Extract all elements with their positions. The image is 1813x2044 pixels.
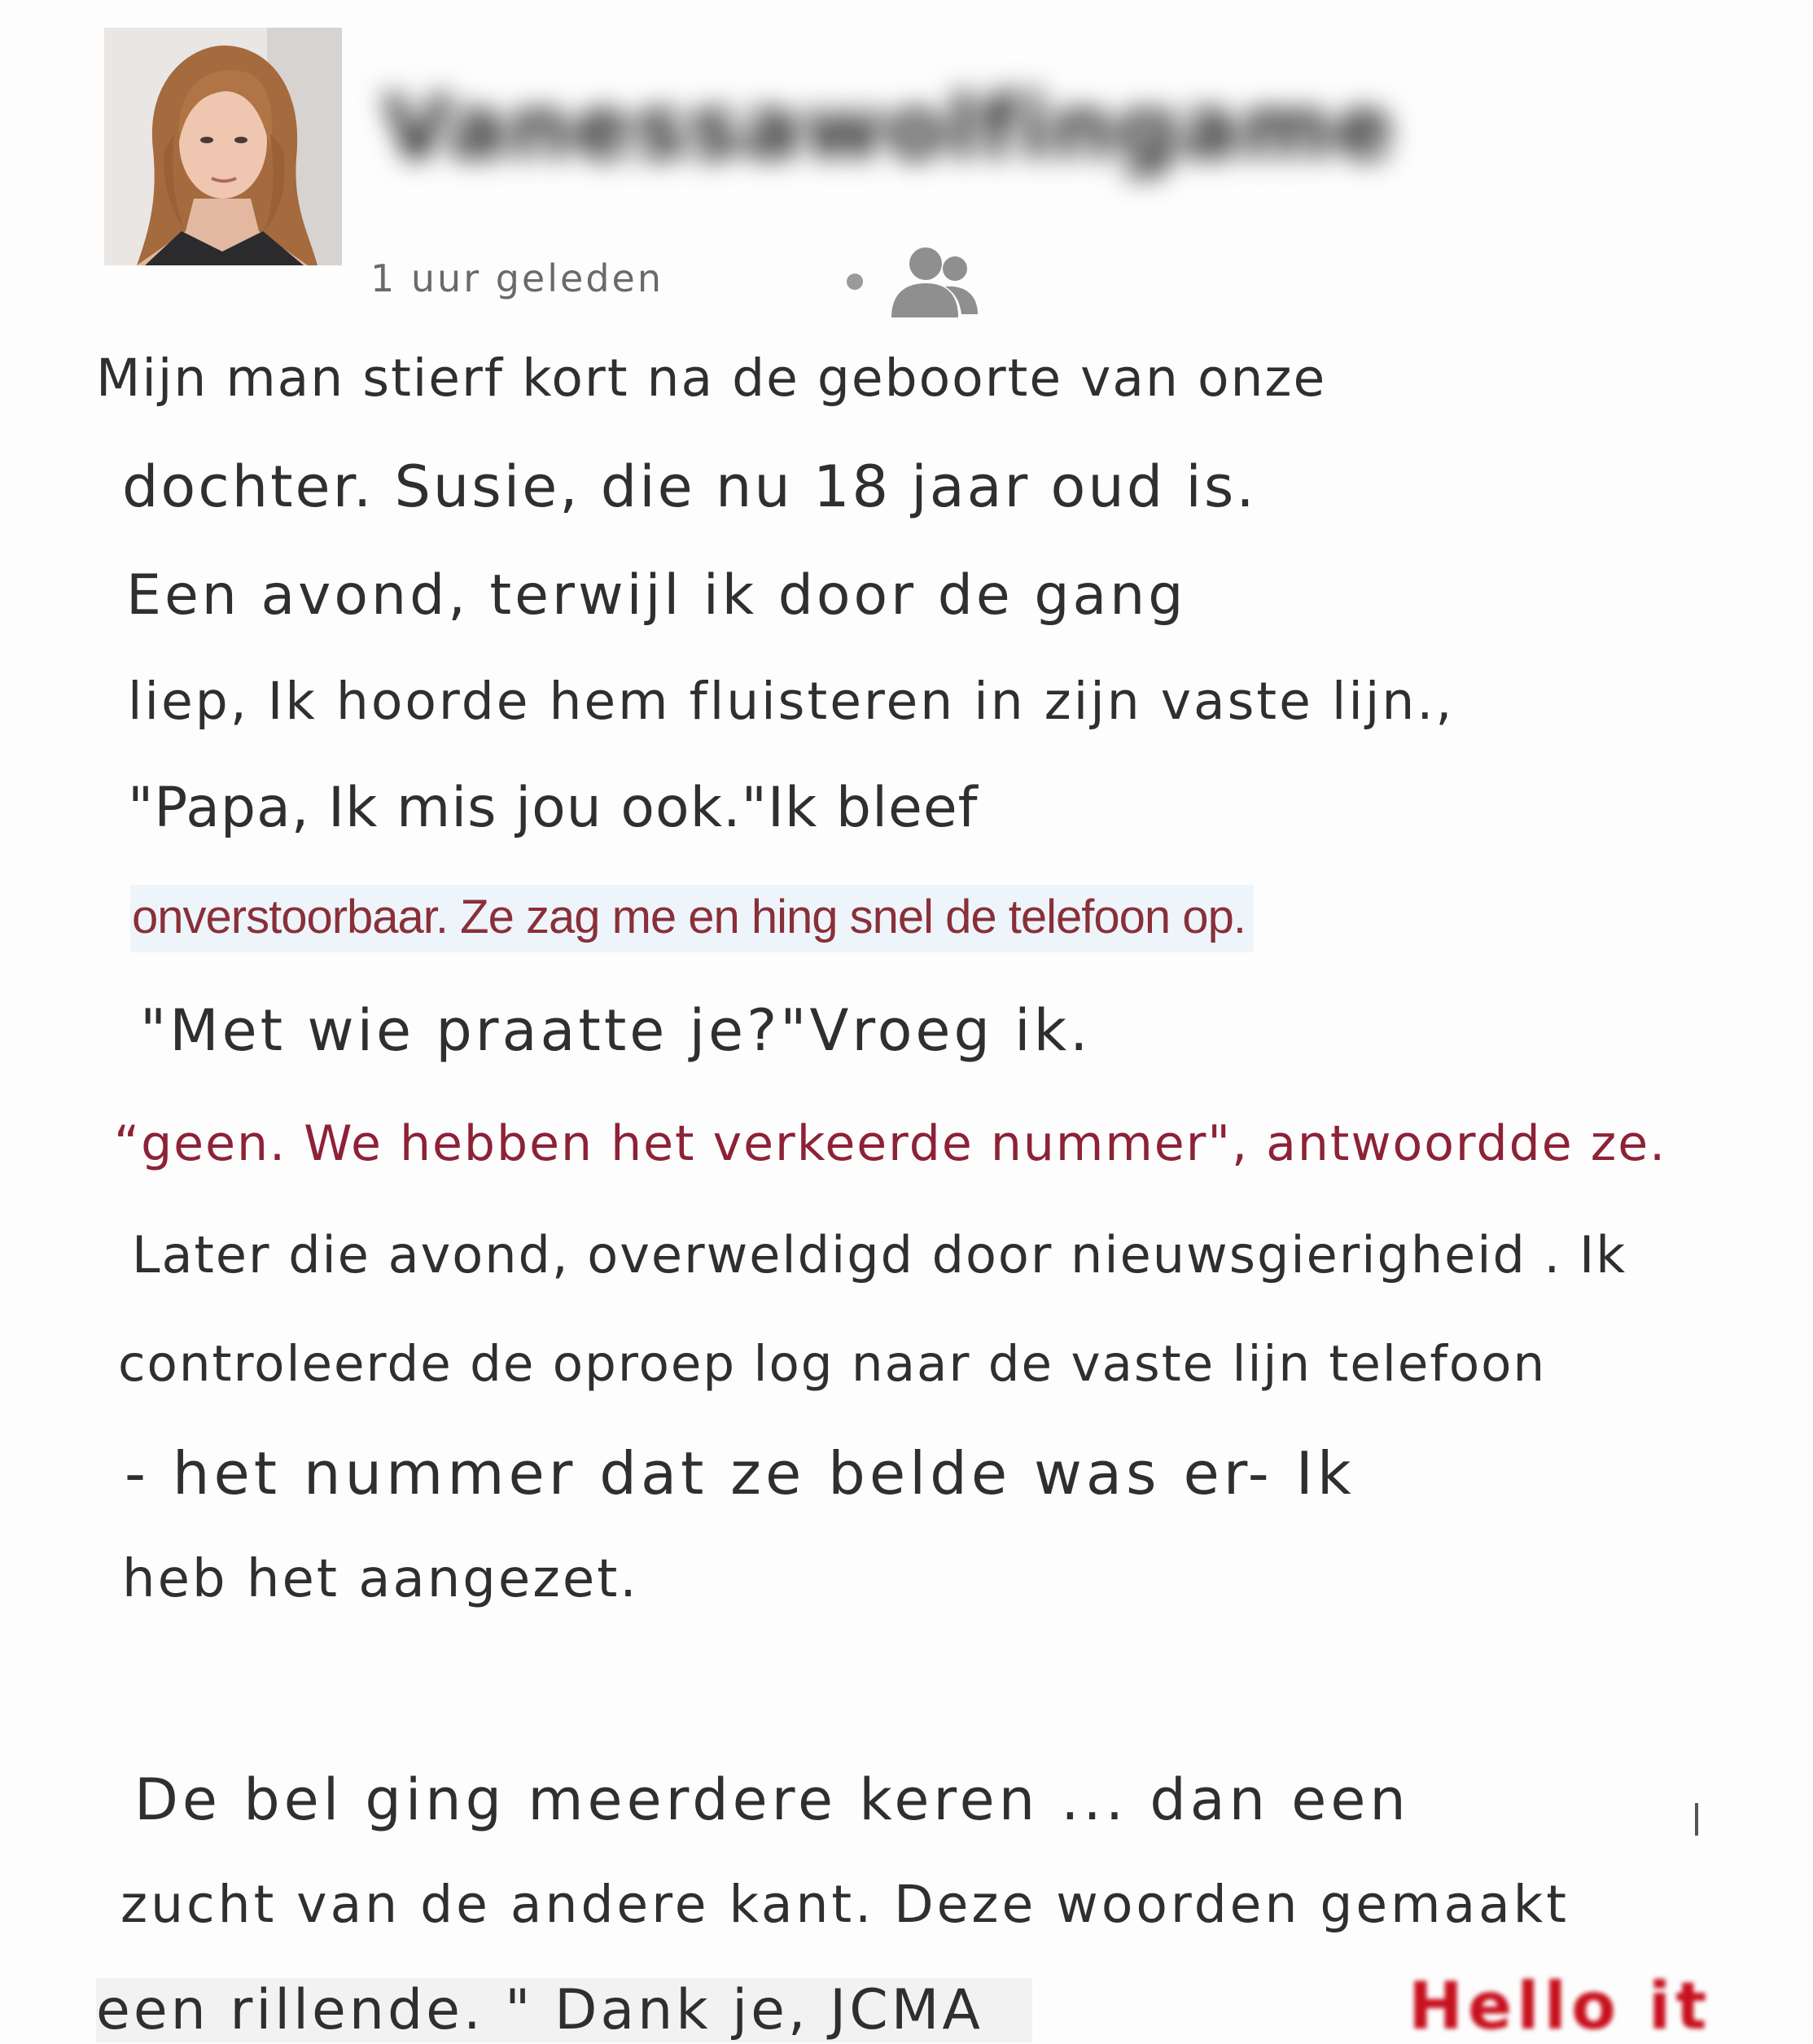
separator-dot: [847, 274, 863, 290]
story-line-12: heb het aangezet.: [122, 1549, 639, 1609]
story-line-13: De bel ging meerdere keren ... dan een: [134, 1766, 1410, 1833]
story-line-2: dochter. Susie, die nu 18 jaar oud is.: [122, 453, 1257, 520]
story-line-6: onverstoorbaar. Ze zag me en hing snel de telefoon op.: [130, 885, 1254, 952]
story-line-4: liep, Ik hoorde hem fluisteren in zijn vaste lijn.,: [128, 672, 1455, 731]
story-line-10: controleerde de oproep log naar de vaste lijn telefoon: [118, 1335, 1547, 1393]
story-line-15: een rillende. " Dank je, JCMA: [96, 1978, 1032, 2042]
post-timestamp[interactable]: 1 uur geleden: [370, 256, 663, 300]
story-line-3: Een avond, terwijl ik door de gang: [126, 563, 1187, 628]
text-cursor: [1695, 1803, 1698, 1836]
story-line-7: "Met wie praatte je?"Vroeg ik.: [140, 997, 1092, 1064]
story-line-14: zucht van de andere kant. Deze woorden gemaakt: [120, 1875, 1570, 1934]
friends-icon[interactable]: [891, 244, 979, 319]
avatar[interactable]: [104, 28, 342, 265]
watermark-logo: Hello it: [1408, 1968, 1712, 2044]
story-line-5: "Papa, Ik mis jou ook."Ik bleef: [128, 776, 979, 840]
story-line-9: Later die avond, overweldigd door nieuwsgierigheid . Ik: [132, 1225, 1627, 1285]
story-line-11: - het nummer dat ze belde was er- Ik: [125, 1439, 1355, 1508]
author-name[interactable]: Vanessawolfingame: [383, 77, 1395, 179]
story-line-1: Mijn man stierf kort na de geboorte van onze: [96, 348, 1327, 408]
avatar-photo: [104, 28, 342, 265]
story-line-8: “geen. We hebben het verkeerde nummer", antwoordde ze.: [114, 1115, 1667, 1172]
